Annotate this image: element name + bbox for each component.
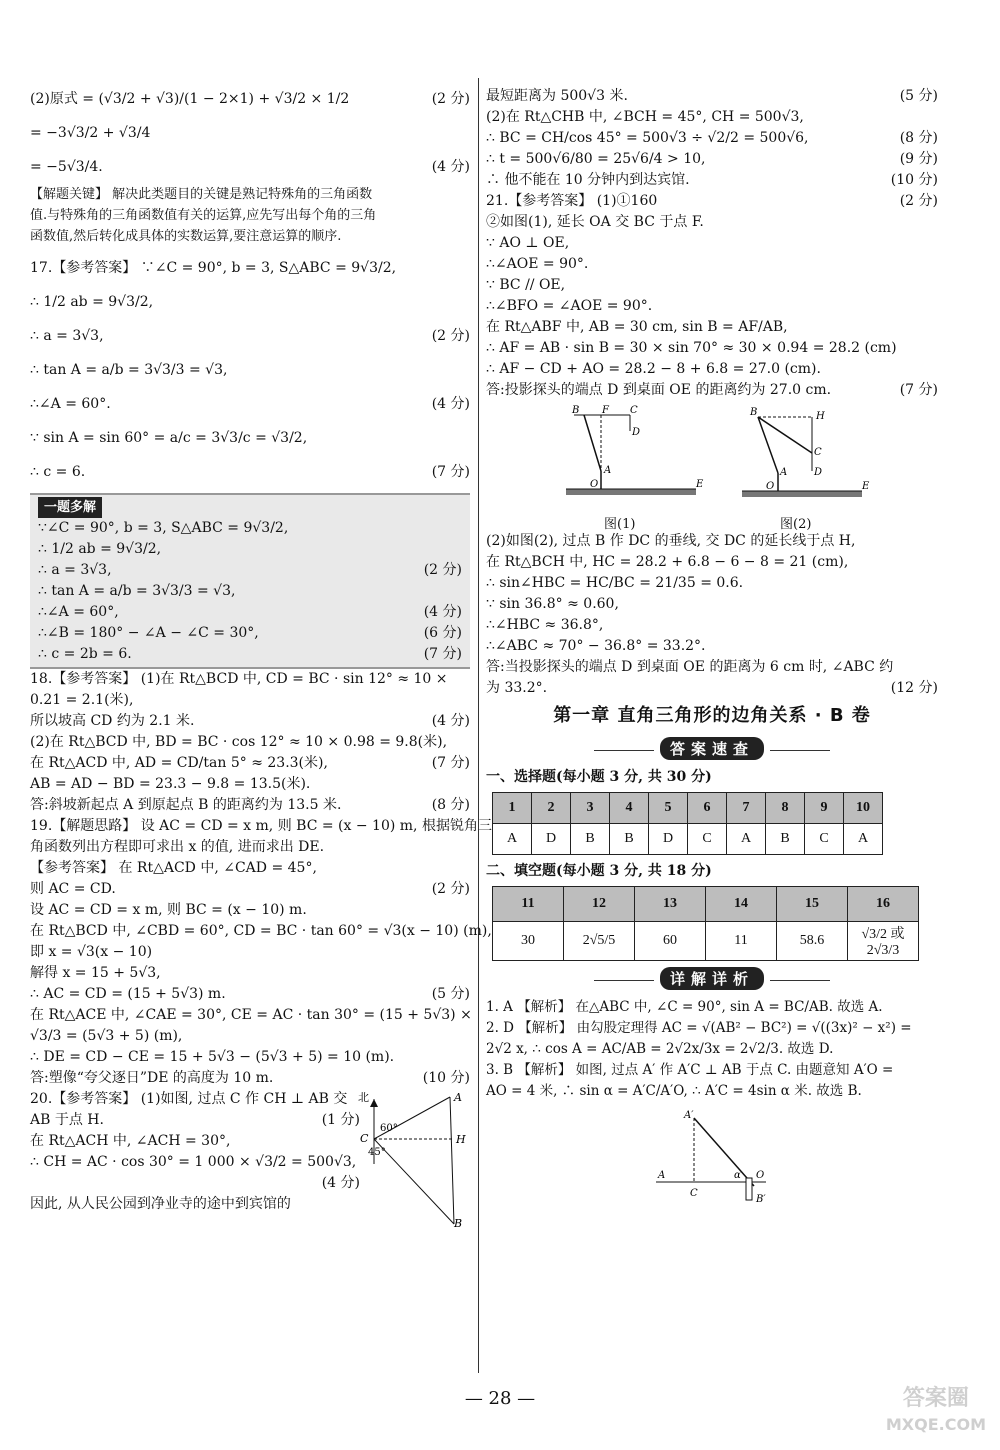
answer-quick-banner [486, 737, 938, 763]
solution-line [486, 212, 938, 233]
solution-line [38, 518, 462, 539]
choice-number-cell: 6 [688, 793, 727, 824]
line-text: ∴ AF − CD + AO = 28.2 − 8 + 6.8 = 27.0 (cm). [486, 361, 821, 377]
solution-line [30, 455, 470, 489]
score-label: (7 分) [899, 382, 938, 398]
choice-number-cell: 5 [649, 793, 688, 824]
fig20-A-label: A [454, 1091, 462, 1104]
fig20-C-label: C [360, 1132, 369, 1145]
solution-line [30, 319, 470, 353]
line-text: 19.【解题思路】 设 AC = CD = x m, 则 BC = (x − 10) m, 根据锐角三 [30, 818, 492, 834]
line-text: 在 Rt△BCH 中, HC = 28.2 + 6.8 − 6 − 8 = 21 (cm), [486, 554, 849, 570]
choice-number-cell: 7 [727, 793, 766, 824]
fig2-D-label: D [814, 467, 823, 478]
solution-line [30, 1047, 470, 1068]
line-text: 在 Rt△BCD 中, ∠CBD = 60°, CD = BC · tan 60° = √3(x − 10) (m), [30, 923, 492, 939]
solution-line [30, 669, 470, 690]
solution-line [486, 1060, 938, 1081]
solution-line [486, 107, 938, 128]
solution-line [30, 774, 470, 795]
line-text: ∴ tan A = a/b = 3√3/3 = √3, [38, 583, 236, 599]
fill-answer-table [492, 886, 919, 961]
line-text: ∴ BC = CH/cos 45° = 500√3 ÷ √2/2 = 500√6, [486, 130, 809, 146]
line-text: ∴∠ABC ≈ 70° − 36.8° = 33.2°. [486, 638, 706, 654]
solution-line [486, 149, 938, 170]
solution-line [486, 338, 938, 359]
score-label: (9 分) [899, 151, 938, 167]
solution-line [486, 552, 938, 573]
solution-line [486, 359, 938, 380]
fig1-D-label: D [632, 427, 641, 438]
line-text: ∵ sin A = sin 60° = a/c = 3√3/c = √3/2, [30, 430, 308, 446]
fill-number-cell: 12 [564, 887, 635, 922]
score-label: (5 分) [899, 88, 938, 104]
line-text: ∴ a = 3√3, [38, 562, 112, 578]
line-text: ∴∠B = 180° − ∠A − ∠C = 30°, [38, 625, 259, 641]
solution-line [30, 1131, 360, 1152]
line-text: ②如图(1), 延长 OA 交 BC 于点 F. [486, 214, 704, 230]
line-text: (2)原式 = (√3/2 + √3)/(1 − 2×1) + √3/2 × 1/2 [30, 91, 350, 107]
watermark-line-2: MXQE.COM [885, 1415, 986, 1434]
line-text: ∴ tan A = a/b = 3√3/3 = √3, [30, 362, 228, 378]
score-label: (2 分) [423, 562, 462, 578]
column-divider [478, 78, 479, 1373]
line-text: ∵ sin 36.8° ≈ 0.60, [486, 596, 619, 612]
fig3-C-label: C [690, 1188, 698, 1199]
q3-figure [646, 1106, 796, 1206]
solution-line [486, 86, 938, 107]
multi-solution-lines [38, 518, 462, 665]
solution-line [30, 690, 470, 711]
line-text: 答:塑像“夸父逐日”DE 的高度为 10 m. [30, 1070, 274, 1086]
line-text: 20.【参考答案】 (1)如图, 过点 C 作 CH ⊥ AB 交 [30, 1091, 348, 1107]
line-text: ∴∠HBC ≈ 36.8°, [486, 617, 604, 633]
choice-number-cell: 4 [610, 793, 649, 824]
q20-answer [30, 1089, 360, 1215]
fill-answer-cell: 30 [493, 922, 564, 961]
line-text: 解得 x = 15 + 5√3, [30, 965, 161, 981]
fig1-A-label: A [604, 465, 612, 476]
section-fill-title: 二、填空题(每小题 3 分, 共 18 分) [486, 863, 712, 879]
solution-line [486, 657, 938, 678]
line-text: = −5√3/4. [30, 159, 103, 175]
solution-line [30, 116, 470, 150]
line-text: AO = 4 米, ∴ sin α = A′C/A′O, ∴ A′C = 4sin α 米. 故选 B. [486, 1083, 862, 1099]
fig1-B-label: B [572, 405, 580, 416]
solution-line [30, 795, 470, 816]
line-text: ∴ AF = AB · sin B = 30 × sin 70° ≈ 30 × 0.94 = 28.2 (cm) [486, 340, 897, 356]
line-text: 答:投影探头的端点 D 到桌面 OE 的距离约为 27.0 cm. [486, 382, 832, 398]
line-text: 2√2 x, ∴ cos A = AC/AB = 2√2x/3x = 2√2/3. 故选 D. [486, 1041, 834, 1057]
fill-number-cell: 11 [493, 887, 564, 922]
solution-line [30, 1005, 470, 1026]
line-text: ∴ a = 3√3, [30, 328, 104, 344]
solution-line [38, 560, 462, 581]
line-text: 则 AC = CD. [30, 881, 116, 897]
score-label: (4 分) [423, 604, 462, 620]
line-text: ∴ 1/2 ab = 9√3/2, [30, 294, 154, 310]
line-text: 答:当投影探头的端点 D 到桌面 OE 的距离为 6 cm 时, ∠ABC 约 [486, 659, 894, 675]
score-label: (1 分) [321, 1112, 360, 1128]
fig20-north-label: 北 [358, 1091, 369, 1104]
line-text: 在 Rt△ACD 中, AD = CD/tan 5° ≈ 23.3(米), [30, 755, 328, 771]
fig2-O-label: O [766, 481, 775, 492]
line-text: 为 33.2°. [486, 680, 548, 696]
fig20-45-label: 45° [368, 1147, 386, 1158]
watermark [886, 1386, 986, 1438]
solution-line [30, 921, 492, 942]
solution-line [30, 285, 470, 319]
solution-line [486, 275, 938, 296]
q21-figures [486, 401, 938, 531]
score-label: (4 分) [431, 713, 470, 729]
solution-line [30, 963, 470, 984]
line-text: = −3√3/2 + √3/4 [30, 125, 151, 141]
choice-answer-cell: A [844, 824, 883, 855]
solution-line [486, 254, 938, 275]
solution-line [30, 251, 470, 285]
figure-2-caption: 图(2) [780, 517, 812, 532]
fig20-H-label: H [456, 1133, 466, 1146]
line-text: ∴ 1/2 ab = 9√3/2, [38, 541, 162, 557]
score-label: (7 分) [423, 646, 462, 662]
score-label: (7 分) [431, 464, 470, 480]
solution-line [486, 1081, 938, 1102]
line-text: 角函数列出方程即可求出 x 的值, 进而求出 DE. [30, 839, 325, 855]
solution-line [486, 191, 938, 212]
solution-line [30, 1194, 360, 1215]
solution-line [30, 711, 470, 732]
solution-line [30, 353, 470, 387]
score-label: (4 分) [431, 396, 470, 412]
choice-answer-cell: B [610, 824, 649, 855]
line-text: 最短距离为 500√3 米. [486, 88, 628, 104]
score-label: (12 分) [890, 680, 938, 696]
choice-answer-cell: A [727, 824, 766, 855]
fig2-H-label: H [816, 411, 825, 422]
fig1-C-label: C [630, 405, 638, 416]
solution-line [30, 1068, 470, 1089]
solution-line [486, 594, 938, 615]
choice-number-cell: 8 [766, 793, 805, 824]
line-text: ∵∠C = 90°, b = 3, S△ABC = 9√3/2, [38, 520, 289, 536]
solution-line [486, 1039, 938, 1060]
q16-solution [30, 82, 470, 184]
choice-number-cell: 10 [844, 793, 883, 824]
line-text: √3/3 = (5√3 + 5) (m), [30, 1028, 183, 1044]
score-label: (4 分) [321, 1175, 360, 1191]
score-label: (2 分) [431, 881, 470, 897]
score-label: (6 分) [423, 625, 462, 641]
explanations [486, 997, 938, 1102]
solution-line [486, 233, 938, 254]
score-label: (10 分) [890, 172, 938, 188]
line-text: ∴ CH = AC · cos 30° = 1 000 × √3/2 = 500√3, [30, 1154, 357, 1170]
solution-line [486, 380, 938, 401]
line-text: 在 Rt△ABF 中, AB = 30 cm, sin B = AF/AB, [486, 319, 788, 335]
line-text: ∵ BC // OE, [486, 277, 566, 293]
solution-line [486, 1018, 938, 1039]
choice-answer-cell: A [493, 824, 532, 855]
choice-number-cell: 2 [532, 793, 571, 824]
line-text: 在 Rt△ACH 中, ∠ACH = 30°, [30, 1133, 231, 1149]
solution-line [30, 753, 470, 774]
chapter-title: 第一章 直角三角形的边角关系 · B 卷 [553, 705, 871, 726]
score-label: (8 分) [431, 797, 470, 813]
score-label: (7 分) [431, 755, 470, 771]
solution-line [30, 387, 470, 421]
section-choice-title: 一、选择题(每小题 3 分, 共 30 分) [486, 769, 712, 785]
line-text: ∴∠BFO = ∠AOE = 90°. [486, 298, 653, 314]
line-text: (2)如图(2), 过点 B 作 DC 的垂线, 交 DC 的延长线于点 H, [486, 533, 856, 549]
answer-quick-label: 答案速查 [660, 737, 764, 760]
solution-line [30, 900, 470, 921]
q18-answer [30, 669, 470, 816]
fig3-O-label: O [756, 1170, 765, 1181]
score-label: (5 分) [431, 986, 470, 1002]
solution-line [30, 1152, 360, 1173]
solution-line [486, 615, 938, 636]
solution-line [38, 581, 462, 602]
line-text: (2)在 Rt△CHB 中, ∠BCH = 45°, CH = 500√3, [486, 109, 804, 125]
choice-answer-cell: D [532, 824, 571, 855]
choice-answer-cell: B [571, 824, 610, 855]
fig2-A-label: A [780, 467, 788, 478]
fill-answer-cell: √3/2 或 2√3/3 [848, 922, 919, 961]
figure-2 [736, 405, 876, 515]
fig20-60-label: 60° [380, 1123, 398, 1134]
line-text: 1. A 【解析】 在△ABC 中, ∠C = 90°, sin A = BC/AB. 故选 A. [486, 999, 883, 1015]
page-number: — 28 — [464, 1388, 536, 1409]
line-text: AB = AD − BD = 23.3 − 9.8 = 13.5(米). [30, 776, 311, 792]
solution-line [30, 1173, 360, 1194]
solution-line [38, 539, 462, 560]
line-text: ∴ t = 500√6/80 = 25√6/4 > 10, [486, 151, 706, 167]
right-column [486, 86, 938, 1206]
line-text: 18.【参考答案】 (1)在 Rt△BCD 中, CD = BC · sin 12° ≈ 10 × [30, 671, 448, 687]
line-text: 21.【参考答案】 (1)①160 [486, 193, 658, 209]
choice-answer-cell: C [805, 824, 844, 855]
solution-line [30, 816, 492, 837]
fig2-B-label: B [750, 407, 758, 418]
detailed-explanation-label: 详解详析 [660, 967, 764, 990]
solution-line [30, 1110, 360, 1131]
q19-answer [30, 816, 492, 1089]
solution-line [486, 573, 938, 594]
line-text: ∴∠AOE = 90°. [486, 256, 589, 272]
score-label: (4 分) [431, 159, 470, 175]
fig1-O-label: O [590, 479, 599, 490]
fig1-E-label: E [696, 479, 704, 490]
solution-line [30, 942, 470, 963]
line-text: 【参考答案】 在 Rt△ACD 中, ∠CAD = 45°, [30, 860, 317, 876]
multi-solution-box [30, 493, 470, 669]
note-line: 值.与特殊角的三角函数值有关的运算,应先写出每个角的三角 [30, 208, 377, 223]
solution-line [38, 644, 462, 665]
solution-line [30, 150, 470, 184]
line-text: ∴ c = 2b = 6. [38, 646, 132, 662]
fig2-E-label: E [862, 481, 870, 492]
fig3-A1-label: A′ [684, 1110, 694, 1121]
solution-line [30, 1089, 360, 1110]
choice-answer-table [492, 792, 883, 855]
score-label: (8 分) [899, 130, 938, 146]
line-text: 所以坡高 CD 约为 2.1 米. [30, 713, 195, 729]
line-text: 设 AC = CD = x m, 则 BC = (x − 10) m. [30, 902, 307, 918]
solution-line [30, 1026, 470, 1047]
left-column [30, 82, 492, 1229]
line-text: ∴ DE = CD − CE = 15 + 5√3 − (5√3 + 5) = 10 (m). [30, 1049, 395, 1065]
solution-line [30, 732, 470, 753]
solution-line [38, 623, 462, 644]
figure-1 [556, 405, 706, 515]
fill-number-cell: 15 [777, 887, 848, 922]
solution-line [486, 296, 938, 317]
score-label: (2 分) [899, 193, 938, 209]
q20-part2 [486, 86, 938, 191]
fig20-B-label: B [454, 1217, 463, 1229]
fig2-C-label: C [814, 447, 822, 458]
solution-line [30, 421, 470, 455]
fig3-B1-label: B′ [756, 1194, 766, 1205]
line-text: ∴∠A = 60°, [38, 604, 119, 620]
solution-line [486, 128, 938, 149]
fill-answer-cell: 60 [635, 922, 706, 961]
note-line: 函数值,然后转化成具体的实数运算,要注意运算的顺序. [30, 229, 342, 244]
multi-solution-label: 一题多解 [38, 497, 102, 518]
fill-answer-cell: 11 [706, 922, 777, 961]
fill-number-cell: 13 [635, 887, 706, 922]
line-text: ∴ c = 6. [30, 464, 86, 480]
choice-number-cell: 3 [571, 793, 610, 824]
line-text: 因此, 从人民公园到净业寺的途中到宾馆的 [30, 1196, 291, 1212]
line-text: 即 x = √3(x − 10) [30, 944, 153, 960]
fig1-F-label: F [602, 405, 609, 416]
choice-number-cell: 1 [493, 793, 532, 824]
line-text: 3. B 【解析】 如图, 过点 A′ 作 A′C ⊥ AB 于点 C. 由题意知 A′O = [486, 1062, 894, 1078]
line-text: AB 于点 H. [30, 1112, 104, 1128]
solution-line [30, 984, 470, 1005]
solution-line [30, 879, 470, 900]
solution-line [30, 82, 470, 116]
q20-figure [350, 1089, 470, 1229]
fill-answer-cell: 58.6 [777, 922, 848, 961]
q21-part2 [486, 531, 938, 699]
fill-answer-cell: 2√5/5 [564, 922, 635, 961]
score-label: (2 分) [431, 328, 470, 344]
q16-key-note [30, 184, 470, 247]
line-text: 2. D 【解析】 由勾股定理得 AC = √(AB² − BC²) = √((3x)² − x²) = [486, 1020, 912, 1036]
line-text: 在 Rt△ACE 中, ∠CAE = 30°, CE = AC · tan 30° = (15 + 5√3) × [30, 1007, 472, 1023]
line-text: ∴ sin∠HBC = HC/BC = 21/35 = 0.6. [486, 575, 744, 591]
solution-line [486, 531, 938, 552]
fig3-alpha-label: α [734, 1170, 741, 1181]
line-text: ∴∠A = 60°. [30, 396, 111, 412]
score-label: (2 分) [431, 91, 470, 107]
solution-line [486, 997, 938, 1018]
solution-line [486, 636, 938, 657]
q17-answer [30, 251, 470, 489]
line-text: ∴ AC = CD = (15 + 5√3) m. [30, 986, 226, 1002]
score-label: (10 分) [422, 1070, 470, 1086]
solution-line [486, 678, 938, 699]
solution-line [30, 858, 470, 879]
line-text: 0.21 = 2.1(米), [30, 692, 134, 708]
line-text: 答:斜坡新起点 A 到原起点 B 的距离约为 13.5 米. [30, 797, 342, 813]
solution-line [38, 602, 462, 623]
solution-line [486, 170, 938, 191]
watermark-line-1: 答案圈 [902, 1386, 969, 1411]
choice-answer-cell: C [688, 824, 727, 855]
fill-number-cell: 16 [848, 887, 919, 922]
detailed-explanation-banner [486, 967, 938, 993]
fig3-A-label: A [658, 1170, 666, 1181]
fill-number-cell: 14 [706, 887, 777, 922]
choice-number-cell: 9 [805, 793, 844, 824]
solution-line [30, 837, 470, 858]
figure-1-caption: 图(1) [604, 517, 636, 532]
line-text: ∴ 他不能在 10 分钟内到达宾馆. [486, 172, 690, 188]
solution-line [486, 317, 938, 338]
q21-answer [486, 191, 938, 401]
line-text: 17.【参考答案】 ∵∠C = 90°, b = 3, S△ABC = 9√3/2, [30, 260, 397, 276]
line-text: ∵ AO ⊥ OE, [486, 235, 570, 251]
note-line: 【解题关键】 解决此类题目的关键是熟记特殊角的三角函数 [30, 187, 373, 202]
choice-answer-cell: D [649, 824, 688, 855]
choice-answer-cell: B [766, 824, 805, 855]
line-text: (2)在 Rt△BCD 中, BD = BC · cos 12° ≈ 10 × 0.98 = 9.8(米), [30, 734, 448, 750]
